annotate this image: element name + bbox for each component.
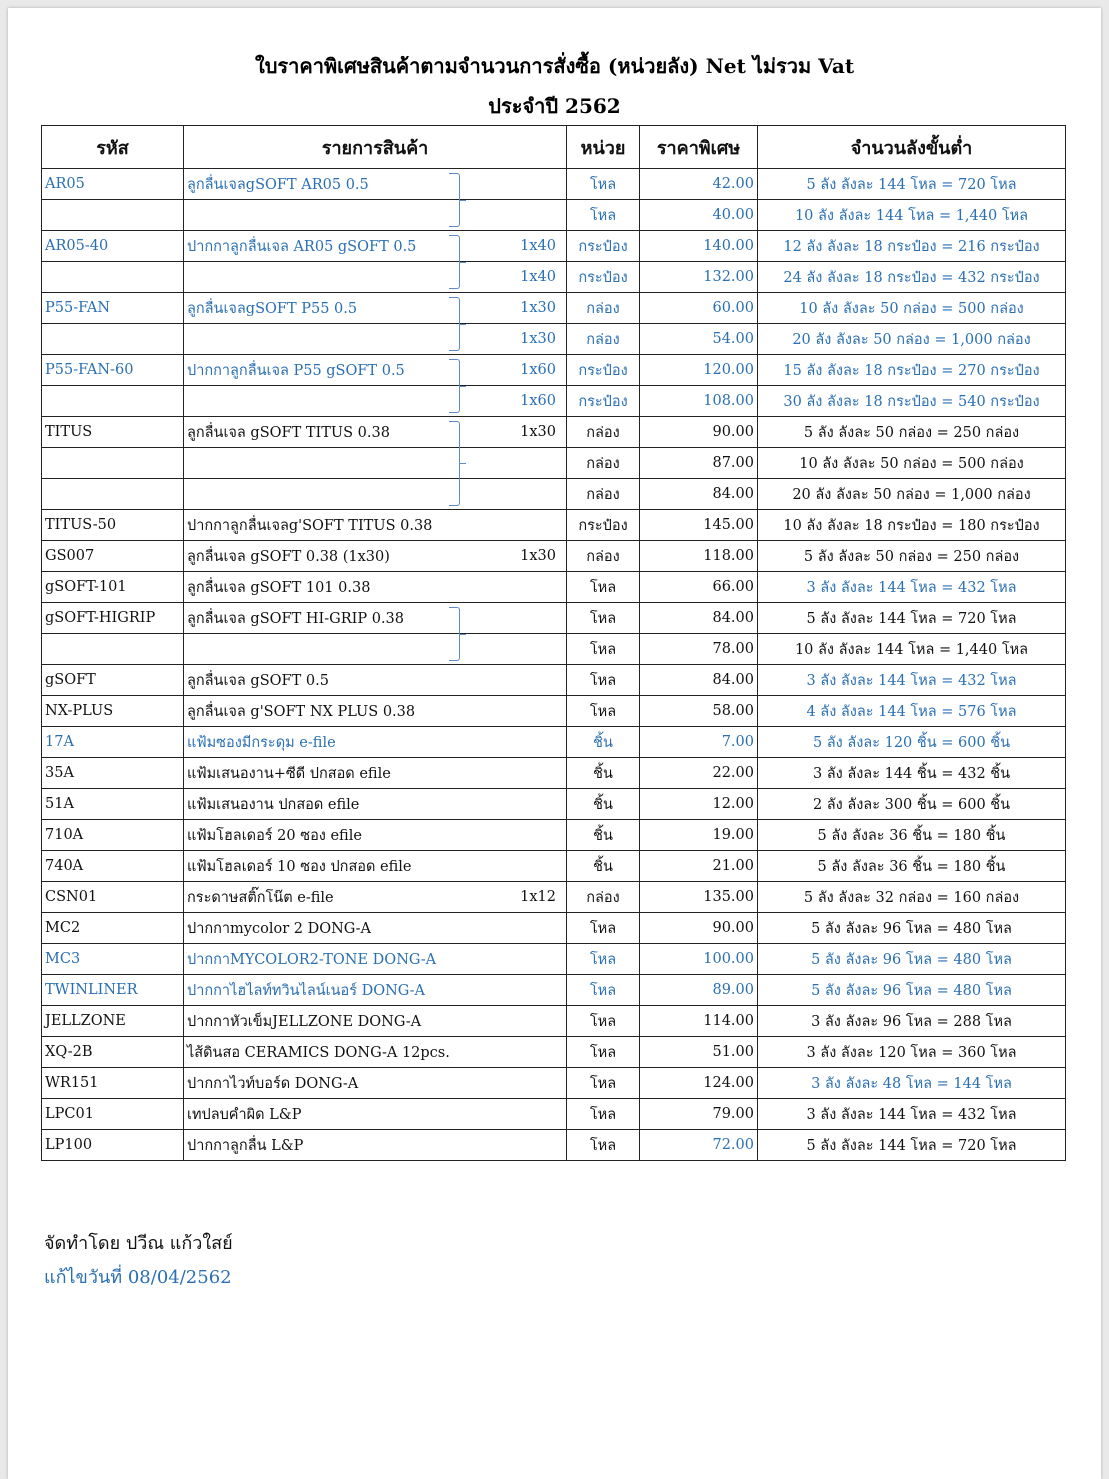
product-code: LPC01	[42, 1099, 184, 1130]
min-order: 20 ลัง ลังละ 50 กล่อง = 1,000 กล่อง	[758, 479, 1066, 510]
special-price: 118.00	[640, 541, 758, 572]
product-name: ปากกาลูกลื่นเจล AR05 gSOFT 0.5	[187, 238, 417, 255]
unit: โหล	[567, 696, 640, 727]
special-price: 84.00	[640, 479, 758, 510]
header-unit: หน่วย	[567, 126, 640, 169]
special-price: 89.00	[640, 975, 758, 1006]
min-order: 10 ลัง ลังละ 50 กล่อง = 500 กล่อง	[758, 293, 1066, 324]
min-order: 10 ลัง ลังละ 144 โหล = 1,440 โหล	[758, 634, 1066, 665]
product-code	[42, 634, 184, 665]
min-order: 5 ลัง ลังละ 120 ชิ้น = 600 ชิ้น	[758, 727, 1066, 758]
min-order: 3 ลัง ลังละ 144 โหล = 432 โหล	[758, 1099, 1066, 1130]
pack-size: 1x60	[520, 362, 556, 378]
product-description	[184, 386, 567, 417]
product-code	[42, 448, 184, 479]
unit: กระป๋อง	[567, 510, 640, 541]
min-order: 20 ลัง ลังละ 50 กล่อง = 1,000 กล่อง	[758, 324, 1066, 355]
table-row	[42, 696, 1066, 727]
product-name: แฟ้มเสนองาน ปกสอด efile	[187, 796, 360, 813]
min-order: 4 ลัง ลังละ 144 โหล = 576 โหล	[758, 696, 1066, 727]
product-name: แฟ้มโฮลเดอร์ 10 ซอง ปกสอด efile	[187, 858, 412, 875]
special-price: 60.00	[640, 293, 758, 324]
product-code: LP100	[42, 1130, 184, 1161]
revision-date: แก้ไขวันที่ 08/04/2562	[44, 1267, 232, 1288]
min-order: 5 ลัง ลังละ 50 กล่อง = 250 กล่อง	[758, 417, 1066, 448]
special-price: 90.00	[640, 417, 758, 448]
group-brace-icon	[449, 421, 460, 506]
product-description	[184, 1099, 567, 1130]
product-name: ลูกลื่นเจล gSOFT 101 0.38	[187, 579, 371, 596]
product-name: ปากกาไฮไลท์ทวินไลน์เนอร์ DONG-A	[187, 982, 426, 999]
table-row	[42, 665, 1066, 696]
prepared-by: จัดทำโดย ปวีณ แก้วใสย์	[44, 1233, 233, 1254]
table-row	[42, 541, 1066, 572]
min-order: 3 ลัง ลังละ 144 โหล = 432 โหล	[758, 572, 1066, 603]
special-price: 100.00	[640, 944, 758, 975]
min-order: 3 ลัง ลังละ 144 โหล = 432 โหล	[758, 665, 1066, 696]
table-row	[42, 479, 1066, 510]
table-row	[42, 510, 1066, 541]
unit: โหล	[567, 1130, 640, 1161]
product-description	[184, 572, 567, 603]
special-price: 135.00	[640, 882, 758, 913]
product-code: 51A	[42, 789, 184, 820]
product-name: ลูกลื่นเจล gSOFT 0.5	[187, 672, 329, 689]
table-row	[42, 355, 1066, 386]
product-description	[184, 851, 567, 882]
table-row	[42, 975, 1066, 1006]
group-brace-icon	[449, 297, 460, 351]
special-price: 87.00	[640, 448, 758, 479]
product-code: JELLZONE	[42, 1006, 184, 1037]
product-description	[184, 1068, 567, 1099]
min-order: 3 ลัง ลังละ 144 ชิ้น = 432 ชิ้น	[758, 758, 1066, 789]
product-name: ลูกลื่นเจลgSOFT P55 0.5	[187, 300, 358, 317]
product-code	[42, 479, 184, 510]
table-row	[42, 324, 1066, 355]
product-code: NX-PLUS	[42, 696, 184, 727]
product-name: แฟ้มซองมีกระดุม e-file	[187, 734, 336, 751]
product-name: ปากกาmycolor 2 DONG-A	[187, 920, 372, 937]
product-code: CSN01	[42, 882, 184, 913]
pack-size: 1x30	[520, 548, 556, 564]
product-description	[184, 882, 567, 913]
table-row	[42, 1130, 1066, 1161]
product-name: ปากกาMYCOLOR2-TONE DONG-A	[187, 951, 437, 968]
table-row	[42, 231, 1066, 262]
header-min-cartons: จำนวนลังขั้นต่ำ	[758, 126, 1066, 169]
product-code: 740A	[42, 851, 184, 882]
product-description	[184, 448, 567, 479]
unit: โหล	[567, 665, 640, 696]
special-price: 84.00	[640, 603, 758, 634]
product-description	[184, 417, 567, 448]
min-order: 10 ลัง ลังละ 18 กระป๋อง = 180 กระป๋อง	[758, 510, 1066, 541]
table-row	[42, 386, 1066, 417]
special-price: 132.00	[640, 262, 758, 293]
product-code: TWINLINER	[42, 975, 184, 1006]
product-description	[184, 603, 567, 634]
min-order: 2 ลัง ลังละ 300 ชิ้น = 600 ชิ้น	[758, 789, 1066, 820]
product-code: TITUS	[42, 417, 184, 448]
unit: โหล	[567, 944, 640, 975]
product-code: WR151	[42, 1068, 184, 1099]
product-description	[184, 324, 567, 355]
product-description	[184, 355, 567, 386]
special-price: 79.00	[640, 1099, 758, 1130]
table-row	[42, 572, 1066, 603]
unit: โหล	[567, 200, 640, 231]
unit: ชิ้น	[567, 789, 640, 820]
product-code	[42, 200, 184, 231]
special-price: 58.00	[640, 696, 758, 727]
min-order: 5 ลัง ลังละ 96 โหล = 480 โหล	[758, 975, 1066, 1006]
product-description	[184, 1130, 567, 1161]
special-price: 78.00	[640, 634, 758, 665]
table-row	[42, 293, 1066, 324]
table-row	[42, 944, 1066, 975]
unit: ชิ้น	[567, 851, 640, 882]
product-description	[184, 541, 567, 572]
group-brace-icon	[449, 359, 460, 413]
product-description	[184, 665, 567, 696]
product-description	[184, 169, 567, 200]
table-row	[42, 169, 1066, 200]
min-order: 24 ลัง ลังละ 18 กระป๋อง = 432 กระป๋อง	[758, 262, 1066, 293]
special-price: 40.00	[640, 200, 758, 231]
unit: กล่อง	[567, 448, 640, 479]
min-order: 5 ลัง ลังละ 144 โหล = 720 โหล	[758, 169, 1066, 200]
special-price: 12.00	[640, 789, 758, 820]
product-description	[184, 1037, 567, 1068]
unit: กล่อง	[567, 882, 640, 913]
group-brace-icon	[449, 607, 460, 661]
unit: กล่อง	[567, 324, 640, 355]
table-row	[42, 1068, 1066, 1099]
special-price: 51.00	[640, 1037, 758, 1068]
table-row	[42, 851, 1066, 882]
min-order: 5 ลัง ลังละ 32 กล่อง = 160 กล่อง	[758, 882, 1066, 913]
unit: กระป๋อง	[567, 355, 640, 386]
product-code: AR05-40	[42, 231, 184, 262]
unit: โหล	[567, 572, 640, 603]
product-name: ปากกาหัวเข็มJELLZONE DONG-A	[187, 1013, 422, 1030]
unit: กล่อง	[567, 417, 640, 448]
min-order: 15 ลัง ลังละ 18 กระป๋อง = 270 กระป๋อง	[758, 355, 1066, 386]
product-code: gSOFT-HIGRIP	[42, 603, 184, 634]
product-code: P55-FAN	[42, 293, 184, 324]
min-order: 3 ลัง ลังละ 120 โหล = 360 โหล	[758, 1037, 1066, 1068]
min-order: 12 ลัง ลังละ 18 กระป๋อง = 216 กระป๋อง	[758, 231, 1066, 262]
unit: โหล	[567, 1006, 640, 1037]
special-price: 84.00	[640, 665, 758, 696]
product-code	[42, 262, 184, 293]
group-brace-icon	[449, 173, 460, 227]
product-name: ปากกาลูกลื่นเจล P55 gSOFT 0.5	[187, 362, 405, 379]
pack-size: 1x40	[520, 269, 556, 285]
product-description	[184, 789, 567, 820]
table-row	[42, 882, 1066, 913]
product-name: ปากกาลูกลื่นเจลg'SOFT TITUS 0.38	[187, 517, 433, 534]
product-name: ลูกลื่นเจล gSOFT 0.38 (1x30)	[187, 548, 390, 565]
product-name: ลูกลื่นเจล gSOFT TITUS 0.38	[187, 424, 390, 441]
table-row	[42, 634, 1066, 665]
product-description	[184, 200, 567, 231]
pack-size: 1x60	[520, 393, 556, 409]
min-order: 30 ลัง ลังละ 18 กระป๋อง = 540 กระป๋อง	[758, 386, 1066, 417]
product-description	[184, 727, 567, 758]
unit: กล่อง	[567, 293, 640, 324]
product-code	[42, 324, 184, 355]
product-description	[184, 758, 567, 789]
special-price: 114.00	[640, 1006, 758, 1037]
unit: กระป๋อง	[567, 231, 640, 262]
table-row	[42, 200, 1066, 231]
unit: โหล	[567, 1099, 640, 1130]
unit: กระป๋อง	[567, 262, 640, 293]
product-code: P55-FAN-60	[42, 355, 184, 386]
min-order: 5 ลัง ลังละ 36 ชิ้น = 180 ชิ้น	[758, 820, 1066, 851]
product-description	[184, 262, 567, 293]
table-row	[42, 1037, 1066, 1068]
product-code: 710A	[42, 820, 184, 851]
unit: ชิ้น	[567, 727, 640, 758]
special-price: 7.00	[640, 727, 758, 758]
product-description	[184, 1006, 567, 1037]
unit: กล่อง	[567, 541, 640, 572]
header-description: รายการสินค้า	[184, 126, 567, 169]
product-code	[42, 386, 184, 417]
special-price: 120.00	[640, 355, 758, 386]
unit: โหล	[567, 634, 640, 665]
unit: โหล	[567, 913, 640, 944]
product-description	[184, 479, 567, 510]
min-order: 5 ลัง ลังละ 144 โหล = 720 โหล	[758, 1130, 1066, 1161]
unit: ชิ้น	[567, 820, 640, 851]
table-row	[42, 758, 1066, 789]
product-code: MC2	[42, 913, 184, 944]
special-price: 124.00	[640, 1068, 758, 1099]
product-code: gSOFT-101	[42, 572, 184, 603]
special-price: 90.00	[640, 913, 758, 944]
product-description	[184, 913, 567, 944]
min-order: 3 ลัง ลังละ 48 โหล = 144 โหล	[758, 1068, 1066, 1099]
product-name: ลูกลื่นเจล g'SOFT NX PLUS 0.38	[187, 703, 416, 720]
min-order: 5 ลัง ลังละ 144 โหล = 720 โหล	[758, 603, 1066, 634]
min-order: 5 ลัง ลังละ 36 ชิ้น = 180 ชิ้น	[758, 851, 1066, 882]
special-price: 108.00	[640, 386, 758, 417]
special-price: 54.00	[640, 324, 758, 355]
table-row	[42, 448, 1066, 479]
document-title: ใบราคาพิเศษสินค้าตามจำนวนการสั่งซื้อ (หน่วยลัง) Net ไม่รวม Vat	[254, 54, 855, 78]
special-price: 72.00	[640, 1130, 758, 1161]
min-order: 3 ลัง ลังละ 96 โหล = 288 โหล	[758, 1006, 1066, 1037]
min-order: 10 ลัง ลังละ 144 โหล = 1,440 โหล	[758, 200, 1066, 231]
min-order: 5 ลัง ลังละ 96 โหล = 480 โหล	[758, 913, 1066, 944]
product-name: เทปลบคำผิด L&P	[187, 1106, 302, 1123]
product-code: gSOFT	[42, 665, 184, 696]
special-price: 22.00	[640, 758, 758, 789]
product-description	[184, 696, 567, 727]
unit: โหล	[567, 1068, 640, 1099]
unit: โหล	[567, 1037, 640, 1068]
pack-size: 1x40	[520, 238, 556, 254]
unit: กระป๋อง	[567, 386, 640, 417]
special-price: 19.00	[640, 820, 758, 851]
special-price: 145.00	[640, 510, 758, 541]
pack-size: 1x30	[520, 300, 556, 316]
product-code: MC3	[42, 944, 184, 975]
product-description	[184, 975, 567, 1006]
special-price: 42.00	[640, 169, 758, 200]
product-description	[184, 634, 567, 665]
product-name: แฟ้มเสนองาน+ซีดี ปกสอด efile	[187, 765, 391, 782]
special-price: 66.00	[640, 572, 758, 603]
product-code: TITUS-50	[42, 510, 184, 541]
pack-size: 1x12	[520, 889, 556, 905]
price-table	[41, 125, 1066, 1161]
unit: โหล	[567, 975, 640, 1006]
table-row	[42, 1099, 1066, 1130]
unit: ชิ้น	[567, 758, 640, 789]
min-order: 5 ลัง ลังละ 50 กล่อง = 250 กล่อง	[758, 541, 1066, 572]
product-code: 35A	[42, 758, 184, 789]
pack-size: 1x30	[520, 424, 556, 440]
document-subtitle: ประจำปี 2562	[488, 94, 621, 118]
pack-size: 1x30	[520, 331, 556, 347]
unit: โหล	[567, 169, 640, 200]
special-price: 140.00	[640, 231, 758, 262]
product-code: XQ-2B	[42, 1037, 184, 1068]
table-row	[42, 603, 1066, 634]
product-description	[184, 820, 567, 851]
product-description	[184, 231, 567, 262]
unit: โหล	[567, 603, 640, 634]
table-row	[42, 262, 1066, 293]
table-row	[42, 820, 1066, 851]
product-code: GS007	[42, 541, 184, 572]
product-description	[184, 293, 567, 324]
product-description	[184, 944, 567, 975]
special-price: 21.00	[640, 851, 758, 882]
product-name: แฟ้มโฮลเดอร์ 20 ซอง efile	[187, 827, 362, 844]
product-name: ปากกาลูกลื่น L&P	[187, 1137, 304, 1154]
table-row	[42, 789, 1066, 820]
product-name: ลูกลื่นเจล gSOFT HI-GRIP 0.38	[187, 610, 405, 627]
group-brace-icon	[449, 235, 460, 289]
table-row	[42, 727, 1066, 758]
table-row	[42, 1006, 1066, 1037]
product-code: 17A	[42, 727, 184, 758]
min-order: 10 ลัง ลังละ 50 กล่อง = 500 กล่อง	[758, 448, 1066, 479]
unit: กล่อง	[567, 479, 640, 510]
header-special-price: ราคาพิเศษ	[640, 126, 758, 169]
header-code: รหัส	[42, 126, 184, 169]
product-code: AR05	[42, 169, 184, 200]
product-name: ลูกลื่นเจลgSOFT AR05 0.5	[187, 176, 369, 193]
table-row	[42, 913, 1066, 944]
min-order: 5 ลัง ลังละ 96 โหล = 480 โหล	[758, 944, 1066, 975]
table-header-row	[42, 126, 1066, 169]
product-name: ปากกาไวท์บอร์ด DONG-A	[187, 1075, 359, 1092]
product-name: ไส้ดินสอ CERAMICS DONG-A 12pcs.	[187, 1044, 450, 1061]
table-row	[42, 417, 1066, 448]
product-name: กระดาษสติ๊กโน๊ต e-file	[187, 889, 334, 906]
table-body	[42, 169, 1066, 1161]
product-description	[184, 510, 567, 541]
